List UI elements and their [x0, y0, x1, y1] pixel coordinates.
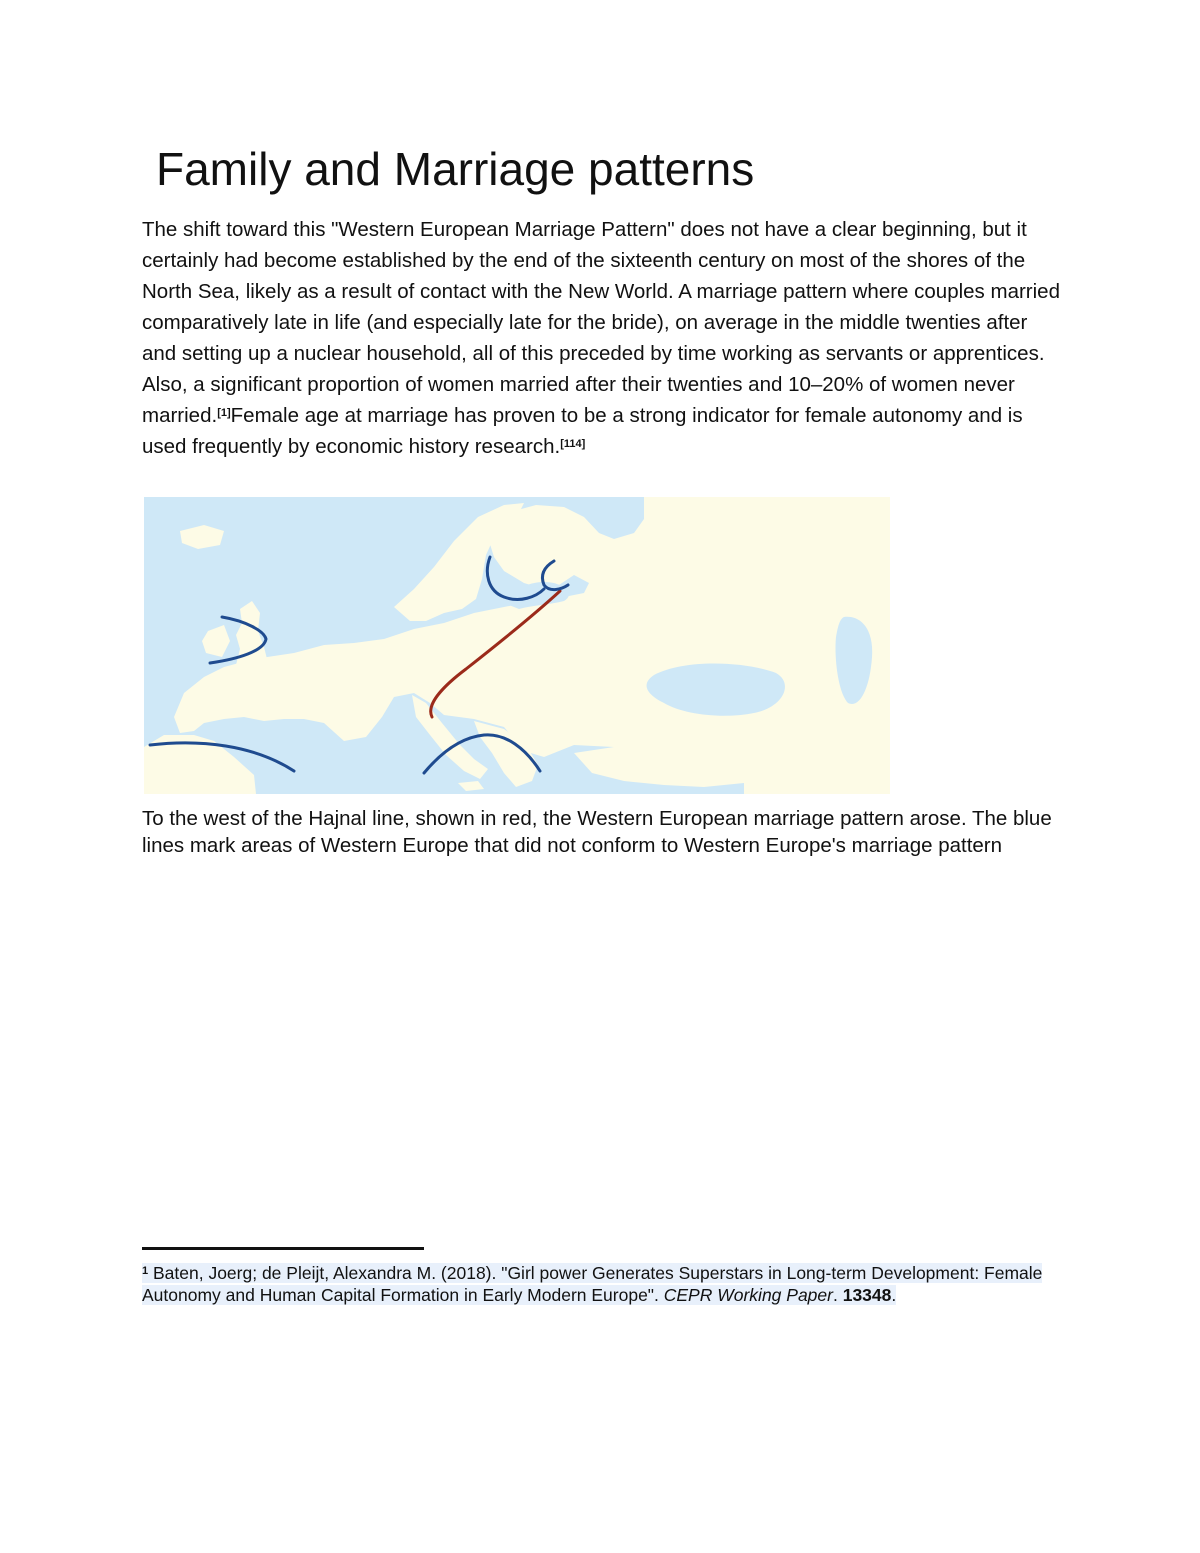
footnote-separator-text: . [832, 1285, 843, 1305]
paragraph-text-2: Female age at marriage has proven to be a strong indicator for female autonomy and is used frequently by economic history research. [142, 404, 1023, 458]
footnote-journal: CEPR Working Paper [663, 1285, 833, 1305]
footnote-end: . [891, 1285, 897, 1305]
body-paragraph [142, 214, 1062, 462]
footnote-text: Baten, Joerg; de Pleijt, Alexandra M. (2018). "Girl power Generates Superstars in Long-term Development: Female Autonomy and Human Capital Formation in Early Modern Europe". [142, 1263, 1043, 1305]
footnote-paper-number: 13348 [842, 1285, 892, 1305]
footnote-separator [142, 1247, 424, 1250]
citation-link-114[interactable]: [114] [560, 438, 586, 450]
map-caption: To the west of the Hajnal line, shown in red, the Western European marriage pattern arose. The blue lines mark areas of Western Europe that did not conform to Western Europe's marriage pattern [142, 807, 1052, 857]
footnote [142, 1262, 1062, 1306]
page-title: Family and Marriage patterns [156, 143, 755, 195]
hajnal-line-map [144, 497, 890, 794]
paragraph-text-1: The shift toward this "Western European Marriage Pattern" does not have a clear beginning, but it certainly had become established by the end of the sixteenth century on most of the shores of the North Sea, likely as a result of contact with the New World. A marriage pattern where couples married comparatively late in life (and especially late for the bride), on average in the middle twenties after and setting up a nuclear household, all of this preceded by time working as servants or apprentices. Also, a significant proportion of women married after their twenties and 10–20% of women never married. [142, 218, 1060, 427]
footnote-number: 1 [142, 1265, 149, 1277]
europe-map-icon [144, 497, 890, 794]
citation-link-1[interactable]: [1] [217, 407, 231, 419]
